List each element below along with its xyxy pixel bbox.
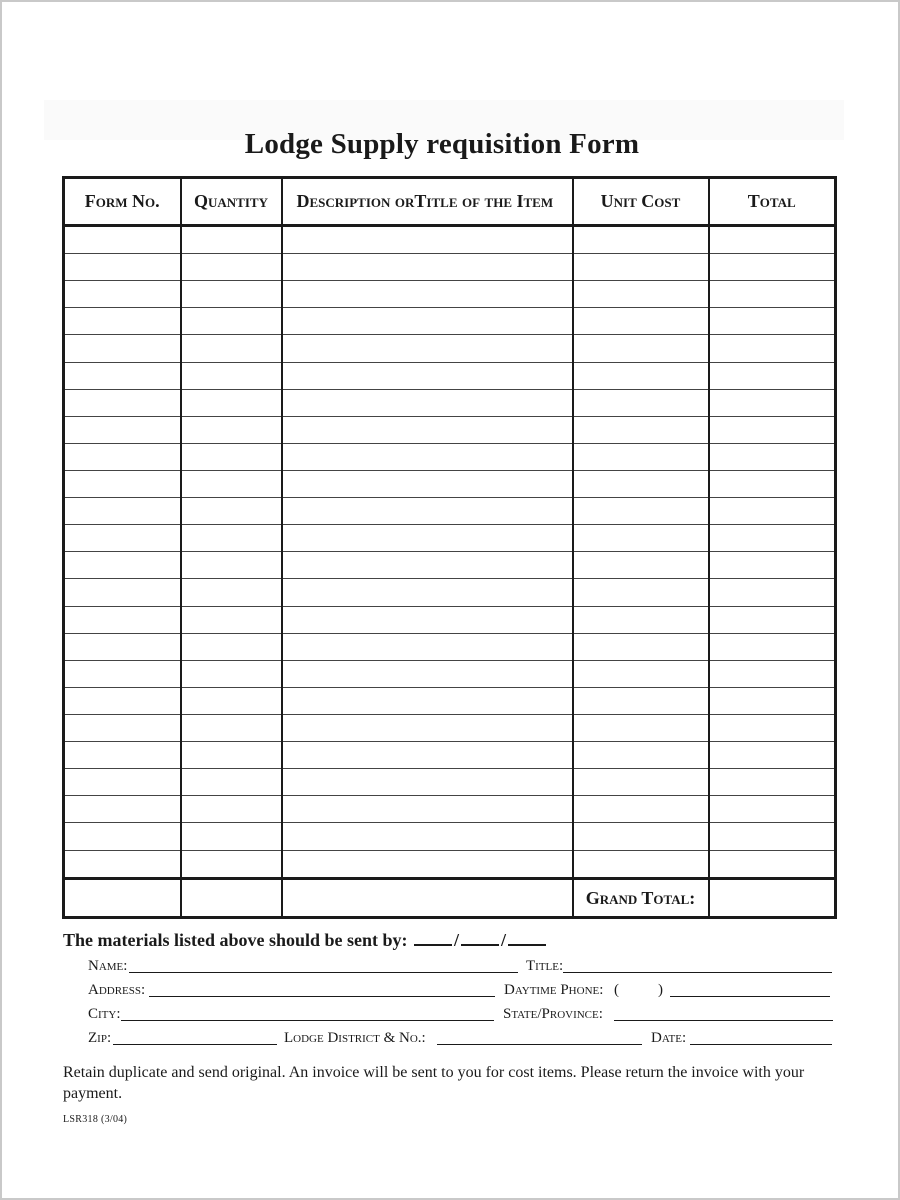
cell-total[interactable] (709, 498, 836, 525)
table-row (64, 416, 836, 443)
header-row (64, 178, 836, 226)
cell-unit-cost[interactable] (573, 796, 709, 823)
cell-quantity[interactable] (181, 471, 282, 498)
cell-unit-cost[interactable] (573, 823, 709, 850)
cell-form-no[interactable] (64, 308, 181, 335)
cell-description[interactable] (282, 633, 573, 660)
cell-unit-cost[interactable] (573, 254, 709, 281)
cell-unit-cost[interactable] (573, 471, 709, 498)
state-label: State/Province: (503, 1006, 603, 1022)
cell-quantity[interactable] (181, 769, 282, 796)
phone-paren-open: ( (614, 982, 619, 998)
cell-form-no[interactable] (64, 254, 181, 281)
table-row (64, 552, 836, 579)
sent-by-day-blank[interactable] (461, 928, 499, 946)
cell-form-no[interactable] (64, 525, 181, 552)
cell-quantity[interactable] (181, 254, 282, 281)
cell-description[interactable] (282, 579, 573, 606)
cell-unit-cost[interactable] (573, 742, 709, 769)
cell-quantity[interactable] (181, 796, 282, 823)
cell-form-no[interactable] (64, 471, 181, 498)
requisition-table (62, 176, 837, 919)
cell-quantity[interactable] (181, 443, 282, 470)
cell-description[interactable] (282, 742, 573, 769)
cell-total[interactable] (709, 308, 836, 335)
cell-quantity[interactable] (181, 498, 282, 525)
cell-quantity[interactable] (181, 714, 282, 741)
daytime-phone-label: Daytime Phone: (504, 982, 604, 998)
cell-total[interactable] (709, 769, 836, 796)
address-phone-row (88, 980, 834, 1002)
table-row (64, 471, 836, 498)
cell-description[interactable] (282, 606, 573, 633)
sent-by-year-blank[interactable] (508, 928, 546, 946)
table-row (64, 823, 836, 850)
city-field[interactable] (121, 1020, 494, 1021)
cell-form-no[interactable] (64, 362, 181, 389)
cell-total[interactable] (709, 226, 836, 254)
header-description: Description orTitle of the Item (282, 178, 573, 226)
cell-unit-cost[interactable] (573, 769, 709, 796)
cell-description[interactable] (282, 416, 573, 443)
table-row (64, 443, 836, 470)
table-row (64, 254, 836, 281)
phone-paren-close: ) (658, 982, 663, 998)
cell-unit-cost[interactable] (573, 416, 709, 443)
cell-unit-cost[interactable] (573, 389, 709, 416)
page-title: Lodge Supply requisition Form (244, 128, 640, 160)
cell-unit-cost[interactable] (573, 633, 709, 660)
cell-total[interactable] (709, 443, 836, 470)
grand-total-label: Grand Total: (573, 879, 709, 918)
cell-total[interactable] (709, 714, 836, 741)
cell-total[interactable] (709, 633, 836, 660)
cell-quantity[interactable] (181, 226, 282, 254)
cell-total[interactable] (709, 552, 836, 579)
cell-unit-cost[interactable] (573, 308, 709, 335)
cell-description[interactable] (282, 226, 573, 254)
cell-description[interactable] (282, 308, 573, 335)
cell-unit-cost[interactable] (573, 362, 709, 389)
cell-unit-cost[interactable] (573, 281, 709, 308)
zip-field[interactable] (113, 1044, 277, 1045)
cell-quantity[interactable] (181, 579, 282, 606)
cell-total[interactable] (709, 687, 836, 714)
cell-quantity[interactable] (181, 335, 282, 362)
table-row (64, 389, 836, 416)
zip-label: Zip: (88, 1030, 112, 1046)
cell-form-no[interactable] (64, 742, 181, 769)
cell-description[interactable] (282, 281, 573, 308)
cell-unit-cost[interactable] (573, 498, 709, 525)
table-row (64, 226, 836, 254)
cell-description[interactable] (282, 443, 573, 470)
cell-form-no[interactable] (64, 389, 181, 416)
header-total: Total (709, 178, 836, 226)
cell-quantity[interactable] (181, 850, 282, 878)
cell-description[interactable] (282, 498, 573, 525)
cell-form-no[interactable] (64, 796, 181, 823)
cell-form-no[interactable] (64, 714, 181, 741)
grand-total-value[interactable] (709, 879, 836, 918)
state-field[interactable] (614, 1020, 833, 1021)
cell-form-no[interactable] (64, 823, 181, 850)
name-label: Name: (88, 958, 128, 974)
table-row (64, 498, 836, 525)
cell-total[interactable] (709, 823, 836, 850)
zip-lodge-date-row (88, 1028, 834, 1050)
cell-form-no[interactable] (64, 660, 181, 687)
address-label: Address: (88, 982, 146, 998)
date-separator: / (454, 930, 460, 950)
title-label: Title: (526, 958, 564, 974)
cell-form-no[interactable] (64, 416, 181, 443)
cell-quantity[interactable] (181, 389, 282, 416)
cell-description[interactable] (282, 660, 573, 687)
cell-total[interactable] (709, 606, 836, 633)
cell-total[interactable] (709, 416, 836, 443)
table-row (64, 308, 836, 335)
date-field[interactable] (690, 1044, 832, 1045)
cell-total[interactable] (709, 660, 836, 687)
cell-unit-cost[interactable] (573, 579, 709, 606)
cell-total[interactable] (709, 579, 836, 606)
cell-total[interactable] (709, 471, 836, 498)
city-state-row (88, 1004, 834, 1026)
cell-total[interactable] (709, 796, 836, 823)
sent-by-line (63, 928, 548, 951)
cell-quantity[interactable] (181, 416, 282, 443)
cell-form-no[interactable] (64, 850, 181, 878)
cell-total[interactable] (709, 254, 836, 281)
table-row (64, 796, 836, 823)
title-field[interactable] (563, 972, 832, 973)
cell-total[interactable] (709, 281, 836, 308)
cell-form-no[interactable] (64, 335, 181, 362)
city-label: City: (88, 1006, 121, 1022)
cell-quantity[interactable] (181, 660, 282, 687)
cell-unit-cost[interactable] (573, 606, 709, 633)
cell-total[interactable] (709, 335, 836, 362)
cell-unit-cost[interactable] (573, 687, 709, 714)
cell-quantity[interactable] (181, 281, 282, 308)
cell-quantity[interactable] (181, 742, 282, 769)
table-row (64, 687, 836, 714)
cell-description[interactable] (282, 796, 573, 823)
cell-unit-cost[interactable] (573, 552, 709, 579)
cell-form-no[interactable] (64, 606, 181, 633)
cell-description[interactable] (282, 823, 573, 850)
instructions-note: Retain duplicate and send original. An invoice will be sent to you for cost items. Please return the invoice with your payment. (63, 1064, 805, 1102)
lodge-district-field[interactable] (437, 1044, 642, 1045)
cell-description[interactable] (282, 687, 573, 714)
cell-unit-cost[interactable] (573, 443, 709, 470)
cell-form-no[interactable] (64, 633, 181, 660)
table-row (64, 660, 836, 687)
cell-form-no[interactable] (64, 226, 181, 254)
cell-quantity[interactable] (181, 606, 282, 633)
cell-unit-cost[interactable] (573, 714, 709, 741)
lodge-district-label: Lodge District & No.: (284, 1030, 426, 1046)
cell-total[interactable] (709, 362, 836, 389)
cell-quantity[interactable] (181, 525, 282, 552)
cell-total[interactable] (709, 389, 836, 416)
table-row (64, 362, 836, 389)
cell-form-no[interactable] (64, 443, 181, 470)
table-row (64, 714, 836, 741)
cell-quantity[interactable] (181, 552, 282, 579)
grand-total-blank-cell (282, 879, 573, 918)
date-label: Date: (651, 1030, 687, 1046)
date-separator: / (501, 930, 507, 950)
form-code: LSR318 (3/04) (63, 1114, 128, 1125)
table-row (64, 281, 836, 308)
cell-form-no[interactable] (64, 281, 181, 308)
daytime-phone-field[interactable] (670, 996, 830, 997)
cell-description[interactable] (282, 525, 573, 552)
cell-total[interactable] (709, 850, 836, 878)
sent-by-month-blank[interactable] (414, 928, 452, 946)
table-row (64, 525, 836, 552)
cell-description[interactable] (282, 471, 573, 498)
cell-form-no[interactable] (64, 579, 181, 606)
name-field[interactable] (129, 972, 518, 973)
table-row (64, 579, 836, 606)
grand-total-blank-cell (64, 879, 181, 918)
table-row (64, 606, 836, 633)
cell-quantity[interactable] (181, 633, 282, 660)
cell-quantity[interactable] (181, 687, 282, 714)
cell-quantity[interactable] (181, 823, 282, 850)
cell-total[interactable] (709, 525, 836, 552)
header-unit-cost: Unit Cost (573, 178, 709, 226)
cell-unit-cost[interactable] (573, 226, 709, 254)
cell-description[interactable] (282, 335, 573, 362)
cell-total[interactable] (709, 742, 836, 769)
grand-total-blank-cell (181, 879, 282, 918)
cell-quantity[interactable] (181, 362, 282, 389)
cell-description[interactable] (282, 389, 573, 416)
cell-form-no[interactable] (64, 687, 181, 714)
header-form-no: Form No. (64, 178, 181, 226)
cell-description[interactable] (282, 714, 573, 741)
cell-description[interactable] (282, 769, 573, 796)
table-row (64, 850, 836, 878)
cell-quantity[interactable] (181, 308, 282, 335)
table-row (64, 742, 836, 769)
cell-unit-cost[interactable] (573, 660, 709, 687)
cell-unit-cost[interactable] (573, 850, 709, 878)
address-field[interactable] (149, 996, 495, 997)
cell-form-no[interactable] (64, 498, 181, 525)
cell-description[interactable] (282, 254, 573, 281)
cell-description[interactable] (282, 552, 573, 579)
table-row (64, 769, 836, 796)
table-row (64, 335, 836, 362)
sent-by-label: The materials listed above should be sent by: (63, 930, 408, 950)
name-title-row (88, 956, 834, 978)
cell-form-no[interactable] (64, 552, 181, 579)
cell-description[interactable] (282, 362, 573, 389)
grand-total-row (64, 879, 836, 918)
table-row (64, 633, 836, 660)
cell-unit-cost[interactable] (573, 335, 709, 362)
cell-form-no[interactable] (64, 769, 181, 796)
header-quantity: Quantity (181, 178, 282, 226)
cell-unit-cost[interactable] (573, 525, 709, 552)
cell-description[interactable] (282, 850, 573, 878)
